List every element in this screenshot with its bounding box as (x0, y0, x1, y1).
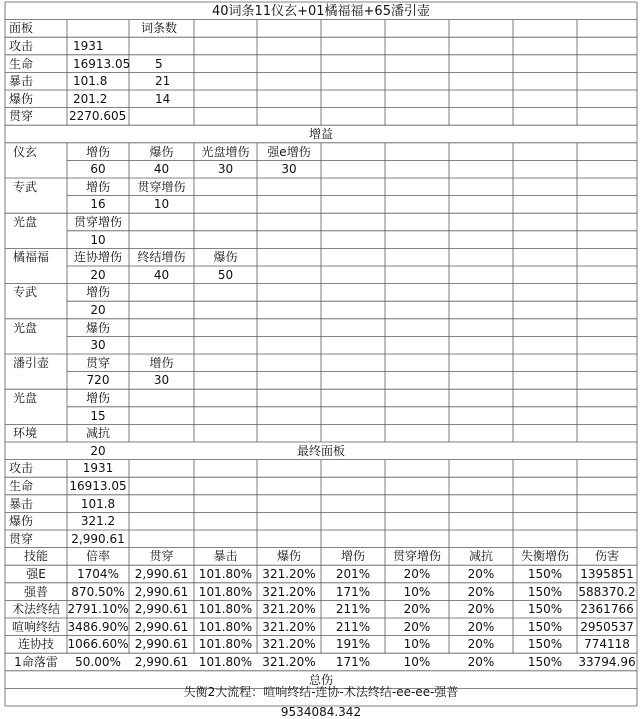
skill-table-cell: 10% (403, 655, 431, 669)
skill-table-cell: 171% (335, 584, 371, 599)
panel-header: 面板 (9, 21, 34, 36)
total-damage-value: 9534084.342 (280, 705, 362, 719)
skill-table-cell: 211% (335, 619, 371, 634)
panel-stat-label: 攻击 (9, 39, 34, 53)
skill-table-cell: 2,990.61 (134, 567, 189, 581)
skill-table-cell: 321.20% (262, 567, 316, 581)
buff-name: 贯穿增伤 (137, 179, 186, 194)
total-damage-title: 总伤 (308, 672, 334, 687)
rotation-flow: 失衡2大流程：喧响终结-连协-术法终结-ee-ee-强普 (183, 685, 459, 700)
entry-count-value: 21 (155, 74, 171, 89)
skill-table-cell: 2361766 (580, 602, 634, 617)
skill-table-cell: 101.80% (198, 619, 253, 634)
skill-table-cell: 2,990.61 (134, 655, 189, 669)
skill-table-cell: 191% (335, 637, 371, 652)
skill-table-cell: 870.50% (71, 584, 125, 599)
buff-name: 增伤 (85, 285, 111, 300)
buff-value: 20 (90, 443, 106, 458)
buff-value: 20 (90, 303, 106, 317)
buff-value: 20 (90, 267, 106, 282)
skill-table-cell: 150% (527, 637, 563, 652)
skill-table-header: 倍率 (85, 549, 111, 564)
entry-count-value: 14 (155, 91, 171, 106)
final-stat-label: 爆伤 (9, 514, 34, 529)
buff-name: 爆伤 (149, 144, 174, 159)
final-stat-value: 101.8 (80, 496, 116, 511)
buff-value: 40 (153, 162, 170, 177)
skill-table-cell: 201% (335, 567, 371, 581)
final-stat-label: 贯穿 (9, 531, 34, 546)
skill-table-header: 贯穿增伤 (392, 549, 442, 564)
buff-name: 增伤 (85, 391, 111, 405)
buff-value: 15 (90, 408, 106, 423)
skill-table-cell: 20% (403, 602, 431, 617)
skill-table-cell: 10% (403, 584, 431, 599)
buff-value: 30 (153, 373, 170, 388)
skill-table-cell: 20% (467, 637, 495, 652)
panel-stat-label: 爆伤 (9, 91, 34, 106)
entry-count-value: 5 (155, 56, 163, 71)
skill-table-cell: 150% (527, 584, 563, 599)
skill-table-cell: 3486.90% (67, 619, 129, 634)
skill-table-cell: 20% (403, 619, 431, 634)
skill-name: 喧响终结 (11, 619, 61, 634)
skill-table-cell: 1704% (77, 567, 119, 581)
skill-table-cell: 211% (335, 602, 371, 617)
buff-source-label: 光盘 (13, 320, 38, 335)
skill-table-cell: 171% (335, 655, 371, 669)
final-stat-label: 暴击 (9, 496, 34, 511)
panel-stat-label: 贯穿 (9, 109, 34, 124)
skill-table-cell: 588370.2 (578, 584, 636, 599)
skill-table-cell: 150% (527, 567, 563, 581)
buff-name: 贯穿增伤 (73, 215, 123, 229)
skill-table-cell: 101.80% (198, 602, 253, 617)
buff-name: 减抗 (85, 426, 111, 441)
skill-table-cell: 321.20% (262, 637, 316, 652)
skill-table-cell: 20% (467, 567, 495, 581)
buff-name: 增伤 (149, 355, 174, 370)
skill-table-cell: 150% (527, 619, 563, 634)
buff-value: 30 (90, 338, 106, 353)
buff-name: 爆伤 (85, 320, 111, 335)
buff-value: 60 (90, 162, 106, 177)
panel-stat-value: 16913.05 (73, 56, 131, 71)
final-stat-value: 2,990.61 (71, 531, 125, 546)
panel-stat-value: 1931 (73, 39, 104, 53)
skill-name: 术法终结 (11, 602, 61, 617)
skill-table-cell: 321.20% (262, 619, 316, 634)
skill-table-cell: 101.80% (198, 584, 253, 599)
panel-stat-value: 201.2 (73, 91, 108, 106)
buff-name: 贯穿 (85, 355, 111, 370)
buff-source-label: 光盘 (13, 391, 38, 405)
sheet-title: 40词条11仪玄+01橘福福+65潘引壶 (212, 3, 430, 19)
skill-table-cell: 20% (467, 602, 495, 617)
skill-table-cell: 2,990.61 (134, 584, 189, 599)
buff-value: 40 (153, 267, 170, 282)
buff-name: 增伤 (85, 179, 111, 194)
skill-table-cell: 2,990.61 (134, 637, 189, 652)
skill-table-header: 失衡增伤 (520, 549, 570, 564)
skill-table-cell: 2,990.61 (134, 602, 189, 617)
skill-table-cell: 150% (527, 655, 563, 669)
buff-name: 光盘增伤 (201, 144, 250, 159)
buff-source-label: 光盘 (13, 215, 38, 229)
skill-table-cell: 10% (403, 637, 431, 652)
skill-table-cell: 321.20% (262, 602, 316, 617)
buff-section-title: 增益 (308, 127, 334, 141)
skill-name: 强E (26, 567, 46, 581)
buff-source-label: 橘福福 (13, 250, 50, 265)
skill-table-cell: 20% (467, 619, 495, 634)
buff-name: 爆伤 (213, 250, 238, 265)
skill-table-cell: 101.80% (198, 567, 253, 581)
buff-value: 30 (217, 162, 234, 177)
skill-table-cell: 150% (527, 602, 563, 617)
buff-value: 10 (153, 197, 170, 212)
final-stat-label: 生命 (9, 479, 34, 493)
skill-table-cell: 2950537 (580, 619, 634, 634)
skill-table-cell: 20% (467, 584, 495, 599)
buff-source-label: 环境 (13, 426, 38, 441)
buff-name: 增伤 (85, 144, 111, 159)
buff-value: 50 (217, 267, 234, 282)
buff-source-label: 专武 (13, 179, 38, 194)
skill-table-cell: 101.80% (198, 637, 253, 652)
skill-table-cell: 50.00% (75, 655, 121, 669)
skill-table-header: 爆伤 (276, 549, 302, 564)
skill-table-header: 减抗 (468, 549, 494, 564)
buff-value: 720 (86, 373, 110, 388)
skill-table-header: 伤害 (594, 549, 620, 564)
skill-table-cell: 101.80% (198, 655, 253, 669)
skill-name: 强普 (23, 584, 49, 599)
skill-table-header: 暴击 (213, 549, 238, 564)
skill-table-cell: 20% (467, 655, 495, 669)
skill-table-cell: 774118 (584, 637, 630, 652)
final-stat-value: 1931 (82, 461, 114, 476)
skill-name: 1命落雷 (14, 655, 58, 669)
buff-name: 终结增伤 (137, 250, 186, 265)
buff-value: 30 (281, 162, 297, 177)
panel-stat-value: 2270.605 (69, 109, 127, 124)
panel-stat-value: 101.8 (73, 74, 108, 89)
skill-table-cell: 321.20% (262, 584, 316, 599)
final-stat-label: 攻击 (9, 461, 34, 476)
buff-value: 16 (90, 197, 106, 212)
final-stat-value: 321.2 (80, 514, 116, 529)
buff-source-label: 仪玄 (13, 144, 38, 159)
skill-table-cell: 321.20% (262, 655, 316, 669)
skill-table-cell: 2,990.61 (134, 619, 189, 634)
skill-table-header: 增伤 (340, 549, 366, 564)
buff-name: 连协增伤 (73, 250, 123, 265)
skill-table-cell: 2791.10% (67, 602, 129, 617)
skill-table-cell: 33794.96 (578, 655, 636, 669)
entry-count-header: 词条数 (141, 21, 178, 36)
skill-name: 连协技 (17, 637, 55, 652)
final-stat-value: 16913.05 (69, 479, 127, 493)
final-panel-title: 最终面板 (296, 443, 346, 458)
skill-table-header: 技能 (23, 549, 49, 564)
skill-table-cell: 1395851 (580, 567, 634, 581)
skill-table-cell: 1066.60% (67, 637, 129, 652)
buff-source-label: 专武 (13, 285, 38, 300)
buff-source-label: 潘引壶 (13, 355, 50, 370)
panel-stat-label: 生命 (9, 56, 34, 71)
panel-stat-label: 暴击 (9, 74, 34, 89)
buff-name: 强e增伤 (267, 144, 311, 159)
buff-value: 10 (90, 232, 106, 247)
skill-table-cell: 20% (403, 567, 431, 581)
skill-table-header: 贯穿 (149, 549, 174, 564)
